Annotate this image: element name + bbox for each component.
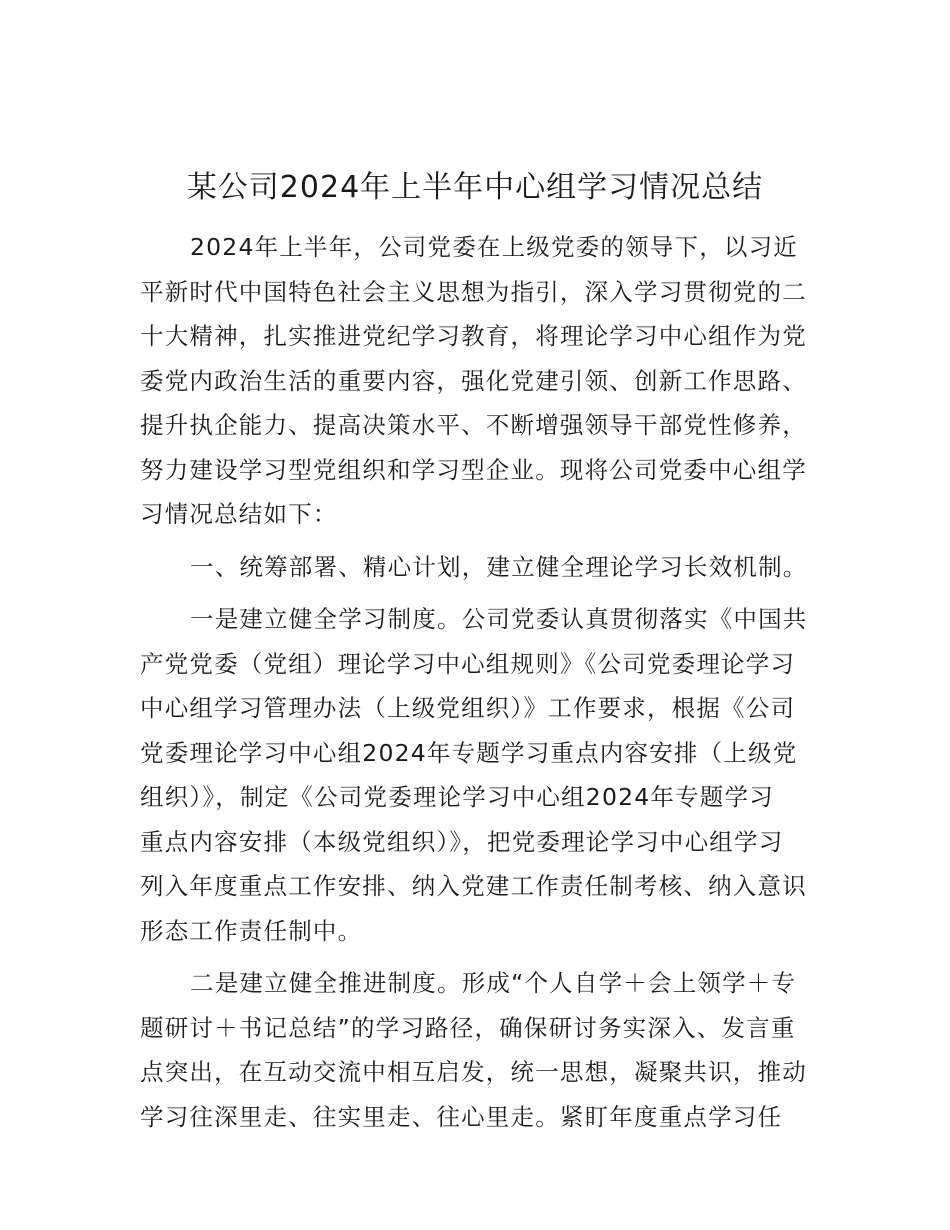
text-line: 2024年上半年，公司党委在上级党委的领导下，以习近 bbox=[190, 233, 799, 261]
text-line: 一、统筹部署、精心计划，建立健全理论学习长效机制。 bbox=[190, 552, 808, 581]
document-body bbox=[140, 225, 820, 1139]
text-line: 列入年度重点工作安排、纳入党建工作责任制考核、纳入意识 bbox=[140, 872, 807, 900]
text-line: 一是建立健全学习制度。公司党委认真贯彻落实《中国共 bbox=[190, 605, 808, 633]
paragraph-intro bbox=[140, 225, 820, 537]
text-line: 二是建立健全推进制度。形成“个人自学＋会上领学＋专 bbox=[190, 969, 797, 997]
paragraph-advance-system bbox=[140, 961, 820, 1139]
text-line: 委党内政治生活的重要内容，强化党建引领、创新工作思路、 bbox=[140, 366, 807, 395]
document-title: 某公司2024年上半年中心组学习情况总结 bbox=[186, 170, 764, 205]
text-line: 党委理论学习中心组2024年专题学习重点内容安排（上级党 bbox=[140, 738, 798, 767]
paragraph-study-system bbox=[140, 597, 820, 953]
text-line: 中心组学习管理办法（上级党组织）》工作要求，根据《公司 bbox=[140, 694, 796, 722]
text-line: 十大精神，扎实推进党纪学习教育，将理论学习中心组作为党 bbox=[140, 322, 807, 350]
text-line: 努力建设学习型党组织和学习型企业。现将公司党委中心组学 bbox=[140, 455, 807, 484]
text-line: 组织）》，制定《公司党委理论学习中心组2024年专题学习 bbox=[140, 783, 774, 811]
text-line: 习情况总结如下： bbox=[140, 500, 338, 528]
text-line: 平新时代中国特色社会主义思想为指引，深入学习贯彻党的二 bbox=[140, 277, 807, 306]
text-line: 重点内容安排（本级党组织）》，把党委理论学习中心组学习 bbox=[140, 827, 784, 856]
text-line: 点突出，在互动交流中相互启发，统一思想，凝聚共识，推动 bbox=[140, 1058, 807, 1086]
text-line: 提升执企能力、提高决策水平、不断增强领导干部党性修养， bbox=[140, 411, 807, 439]
section-heading bbox=[140, 545, 820, 590]
text-line: 形态工作责任制中。 bbox=[140, 916, 363, 945]
text-line: 题研讨＋书记总结”的学习路径，确保研讨务实深入、发言重 bbox=[140, 1013, 796, 1042]
text-line: 产党党委（党组）理论学习中心组规则》《公司党委理论学习 bbox=[140, 649, 796, 678]
text-line: 学习往深里走、往实里走、往心里走。紧盯年度重点学习任 bbox=[140, 1102, 783, 1131]
